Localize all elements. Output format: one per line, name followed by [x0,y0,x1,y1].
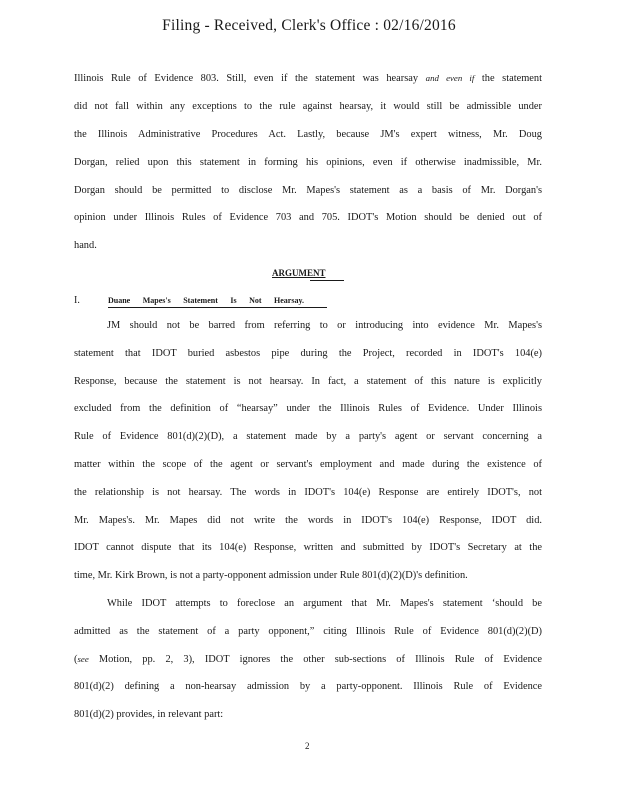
section-title-rule [108,307,327,308]
para1-line-8: Mr. Mapes's. Mr. Mapes did not write the words in IDOT's 104(e) Response, IDOT did. [74,515,542,526]
para1-line-7: the relationship is not hearsay. The words in IDOT's 104(e) Response are entirely IDOT's, not [74,487,542,498]
para1-line-3: Response, because the statement is not hearsay. In fact, a statement of this nature is explicitly [74,376,542,387]
para2-line-4: 801(d)(2) defining a non-hearsay admission by a party-opponent. Illinois Rule of Evidence [74,681,542,692]
section-number: I. [74,295,80,306]
section-title: Duane Mapes's Statement Is Not Hearsay. [108,296,304,305]
argument-heading: ARGUMENT [272,268,326,278]
intro-line-3: the Illinois Administrative Procedures Act. Lastly, because JM's expert witness, Mr. Doug [74,129,542,140]
para1-line-2: statement that IDOT buried asbestos pipe during the Project, recorded in IDOT's 104(e) [74,348,542,359]
intro-italic-phrase: and even if [425,73,475,83]
intro-line-7: hand. [74,240,97,251]
para1-line-9: IDOT cannot dispute that its 104(e) Response, written and submitted by IDOT's Secretary at the [74,542,542,553]
para1-line-1: JM should not be barred from referring to or introducing into evidence Mr. Mapes's [107,320,542,331]
see-signal-italic: see [77,654,89,664]
argument-heading-rule [310,280,344,281]
para1-line-5: Rule of Evidence 801(d)(2)(D), a statement made by a party's agent or servant concerning a [74,431,542,442]
para2-line-5: 801(d)(2) provides, in relevant part: [74,709,224,720]
para2-line-2: admitted as the statement of a party opponent,” citing Illinois Rule of Evidence 801(d)(2)(D) [74,626,542,637]
para2-line-3: (see Motion, pp. 2, 3), IDOT ignores the other sub-sections of Illinois Rule of Evidence [74,654,542,665]
para2-line-1: While IDOT attempts to foreclose an argument that Mr. Mapes's statement ‘should be [107,598,542,609]
para1-line-4: excluded from the definition of “hearsay” under the Illinois Rules of Evidence. Under Illinois [74,403,542,414]
intro-line-1: Illinois Rule of Evidence 803. Still, even if the statement was hearsay and even if the statement [74,73,542,84]
filing-stamp-header: Filing - Received, Clerk's Office : 02/16/2016 [162,17,456,34]
intro-line-2: did not fall within any exceptions to the rule against hearsay, it would still be admissible under [74,101,542,112]
intro-line-6: opinion under Illinois Rules of Evidence 703 and 705. IDOT's Motion should be denied out of [74,212,542,223]
page-number: 2 [305,741,310,751]
intro-line-5: Dorgan should be permitted to disclose Mr. Mapes's statement as a basis of Mr. Dorgan's [74,185,542,196]
para1-line-6: matter within the scope of the agent or servant's employment and made during the existence of [74,459,542,470]
intro-line-4: Dorgan, relied upon this statement in forming his opinions, even if otherwise inadmissible, Mr. [74,157,542,168]
para1-line-10: time, Mr. Kirk Brown, is not a party-opponent admission under Rule 801(d)(2)(D)'s definition. [74,570,468,581]
